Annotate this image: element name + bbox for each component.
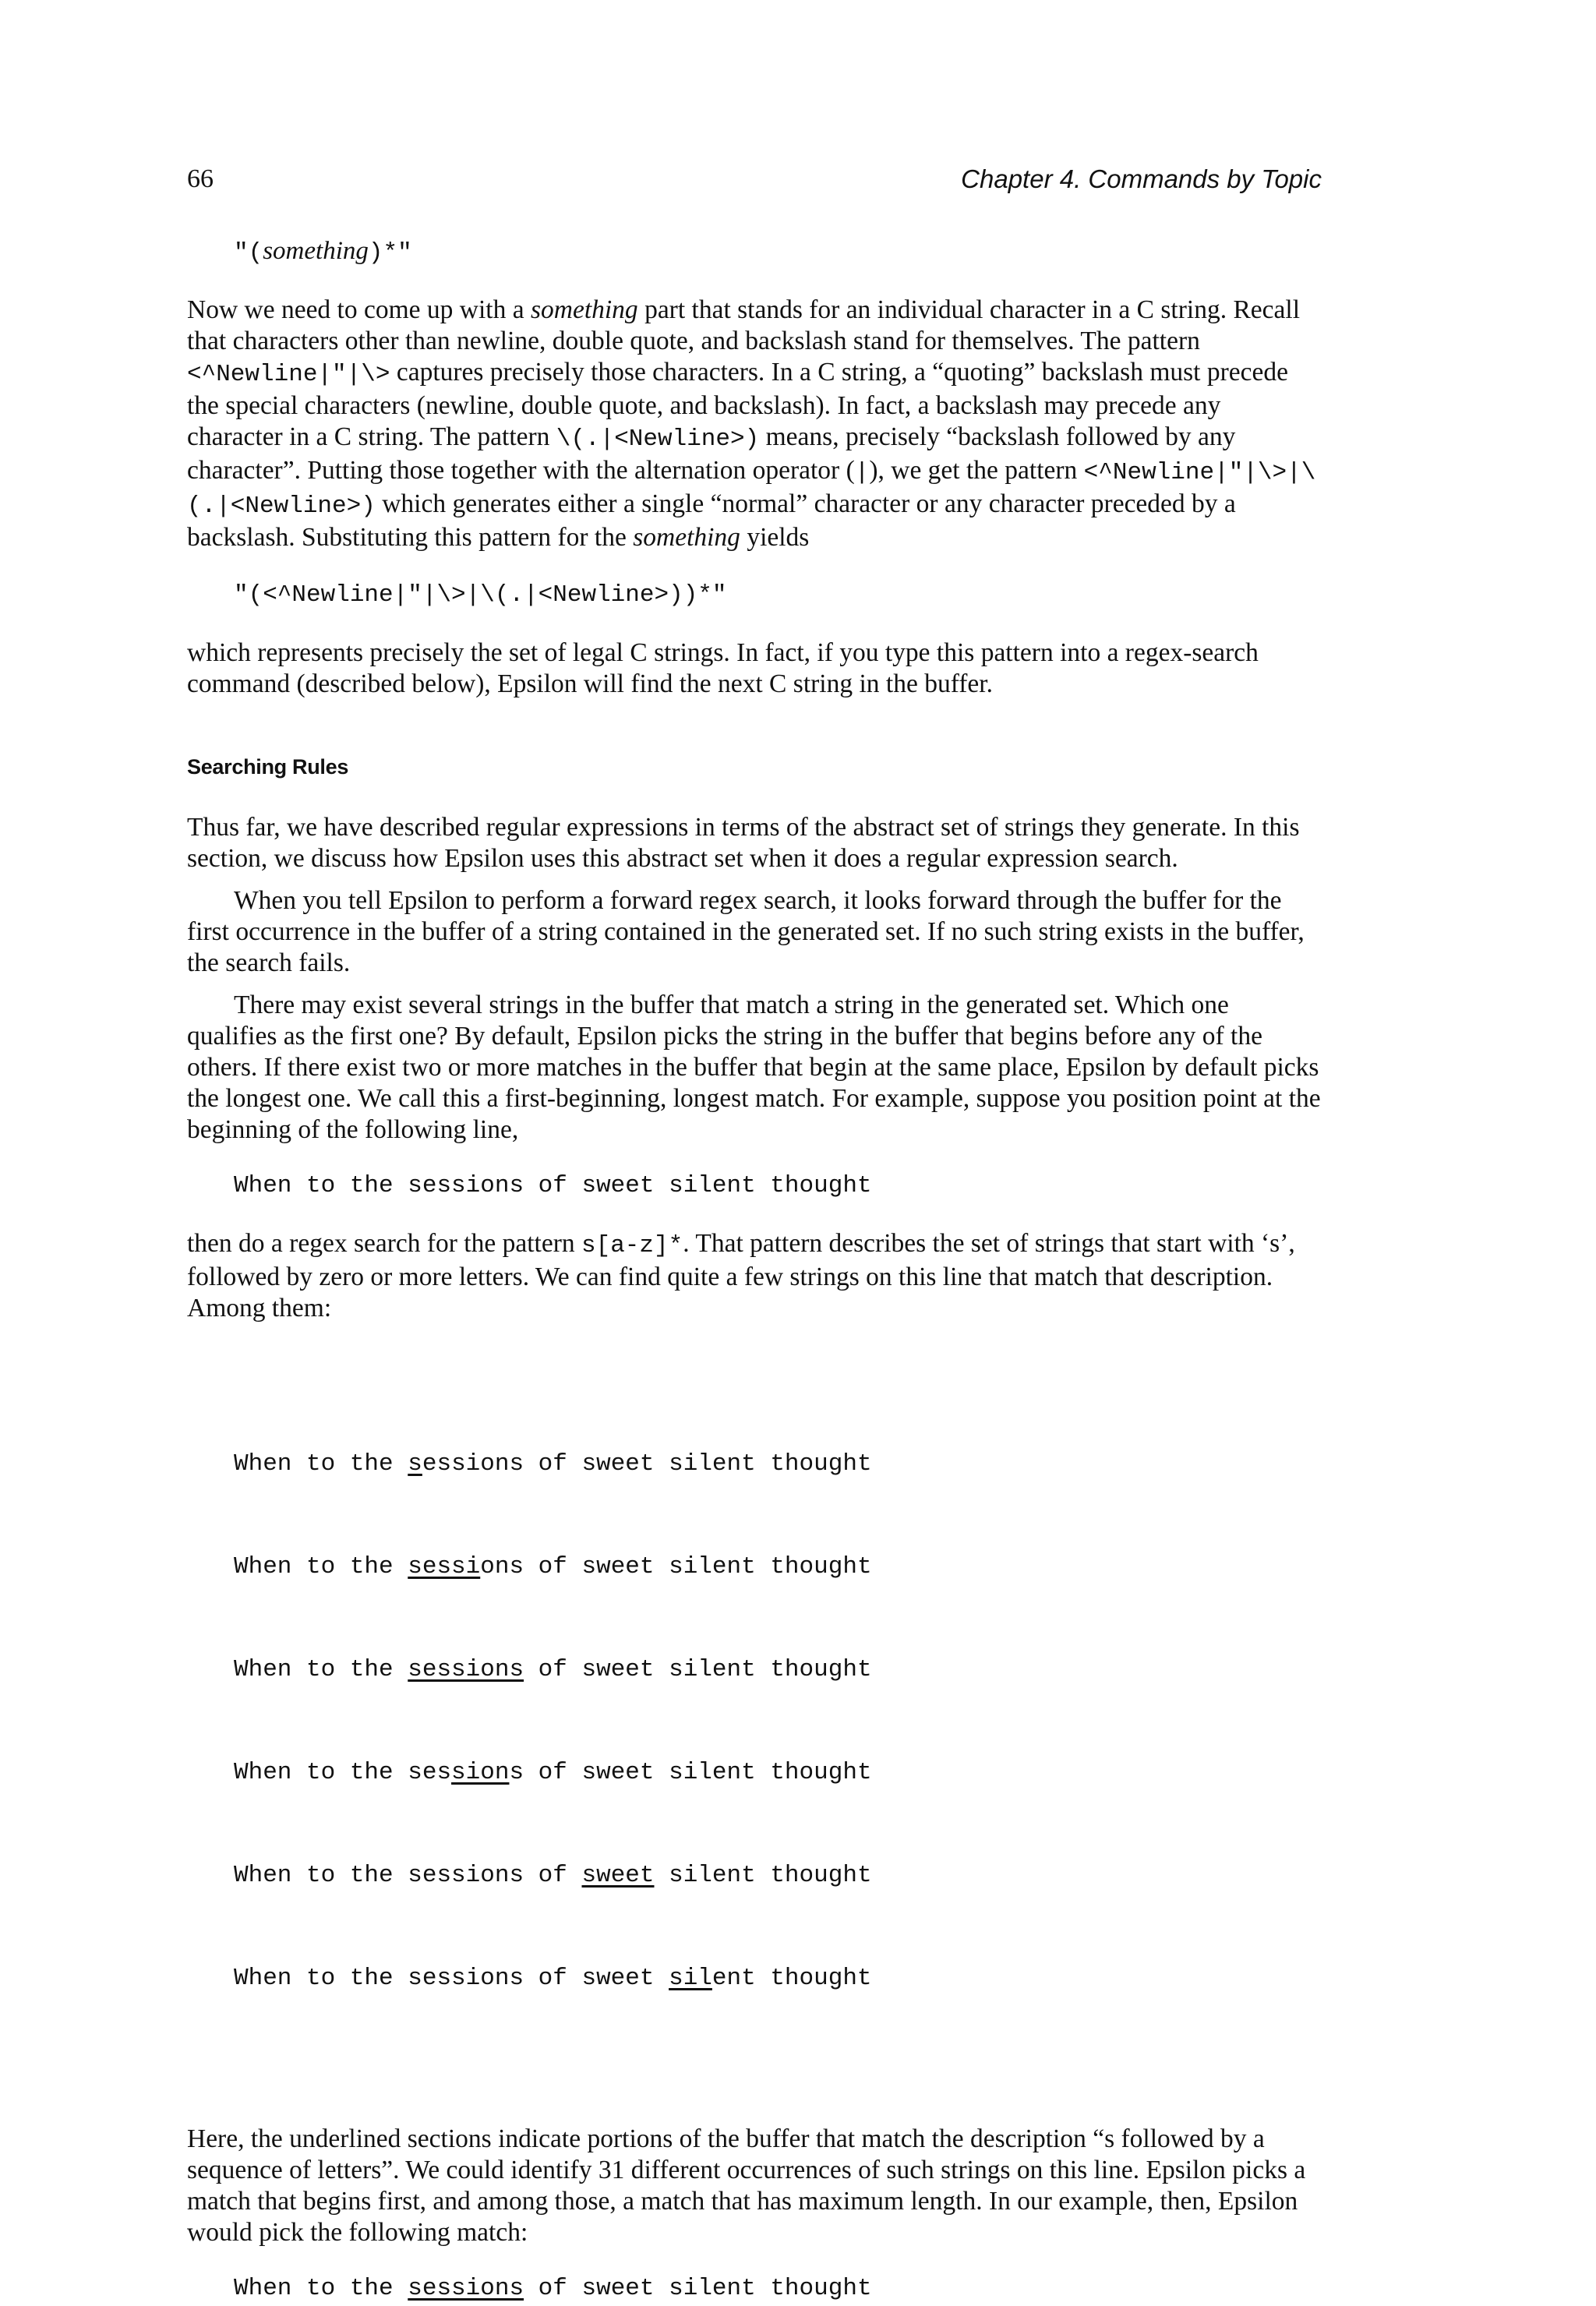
inline-code: s[a-z]* [581,1232,683,1259]
match-underline: sil [669,1965,712,1992]
paragraph-1: Now we need to come up with a something part that stands for an individual character in a C string. Recall that characters other than newline, double quote, and backslash stand for themselves. The pattern <^Newline|"|\> captures precisely those characters. In a C string, a “quoting” backslash must precede the special characters (newline, double quote, and backslash). In fact, a backslash may precede any character in a C string. The pattern \(.|<Newline>) means, precisely “backslash followed by any character”. Putting those together with the alternation operator (|), we get the pattern <^Newline|"|\>|\(.|<Newline>) which generates either a single “normal” character or any character preceded by a backslash. Substituting this pattern for the something yields [187,295,1316,552]
paragraph-6: then do a regex search for the pattern s[a-z]*. That pattern describes the set of strings that start with ‘s’, followed by zero or more letters. We can find quite a few strings on this line that match that description. Among them: [187,1229,1295,1323]
final-match-line: When to the sessions of sweet silent thought [234,2275,872,2302]
section-heading: Searching Rules [187,755,349,779]
paragraph-7: Here, the underlined sections indicate portions of the buffer that match the description “s followed by a sequence of letters”. We could identify 31 different occurrences of such strings on this line. Epsilon picks a match that begins first, and among those, a match that has maximum length. In our example, then, Epsilon would pick the following match: [187,2124,1306,2247]
match-line: When to the sessions of sweet silent thought [234,1862,872,1889]
match-examples [187,1379,1322,2064]
code-italic-word: something [263,237,369,265]
match-underline: sessi [408,1553,481,1580]
paragraph-5: There may exist several strings in the buffer that match a string in the generated set. Which one qualifies as the first one? By default, Epsilon picks the string in the buffer that begins before any of the others. If there exist two or more matches in the buffer that begin at the same place, Epsilon by default picks the longest one. We call this a first-beginning, longest match. For example, suppose you position point at the beginning of the following line, [187,991,1321,1144]
inline-code: \(.|<Newline>) [556,426,760,453]
match-underline: sion [451,1759,510,1786]
paragraph-2: which represents precisely the set of legal C strings. In fact, if you type this pattern into a regex-search command (described below), Epsilon will find the next C string in the buffer. [187,638,1259,698]
code-pattern-something: "(something)*" [234,237,412,267]
match-line: When to the sessions of sweet silent thought [234,1759,872,1786]
match-line: When to the sessions of sweet silent thought [234,1553,872,1580]
paragraph-4: When you tell Epsilon to perform a forward regex search, it looks forward through the buffer for the first occurrence in the buffer of a string contained in the generated set. If no such string exists in the buffer, the search fails. [187,886,1305,977]
inline-code: <^Newline|"|\> [187,361,390,388]
inline-code: <^Newline|"|\>|\(.|<Newline>) [187,459,1316,520]
match-underline: sessions [408,2275,524,2302]
match-underline: sweet [581,1862,655,1889]
paragraph-3: Thus far, we have described regular expressions in terms of the abstract set of strings they generate. In this section, we discuss how Epsilon uses this abstract set when it does a regular expression search. [187,813,1300,873]
inline-code: | [854,459,870,486]
match-line: When to the sessions of sweet silent thought [234,1450,872,1478]
match-underline: s [408,1450,422,1478]
code-example-line: When to the sessions of sweet silent thought [234,1172,872,1199]
page-content [187,234,1322,2306]
code-pattern-c-string: "(<^Newline|"|\>|\(.|<Newline>))*" [234,581,727,609]
chapter-title: Chapter 4. Commands by Topic [961,164,1322,193]
page-number: 66 [187,164,214,193]
match-underline: sessions [408,1656,524,1683]
match-line: When to the sessions of sweet silent thought [234,1965,872,1992]
match-line: When to the sessions of sweet silent thought [234,1656,872,1683]
